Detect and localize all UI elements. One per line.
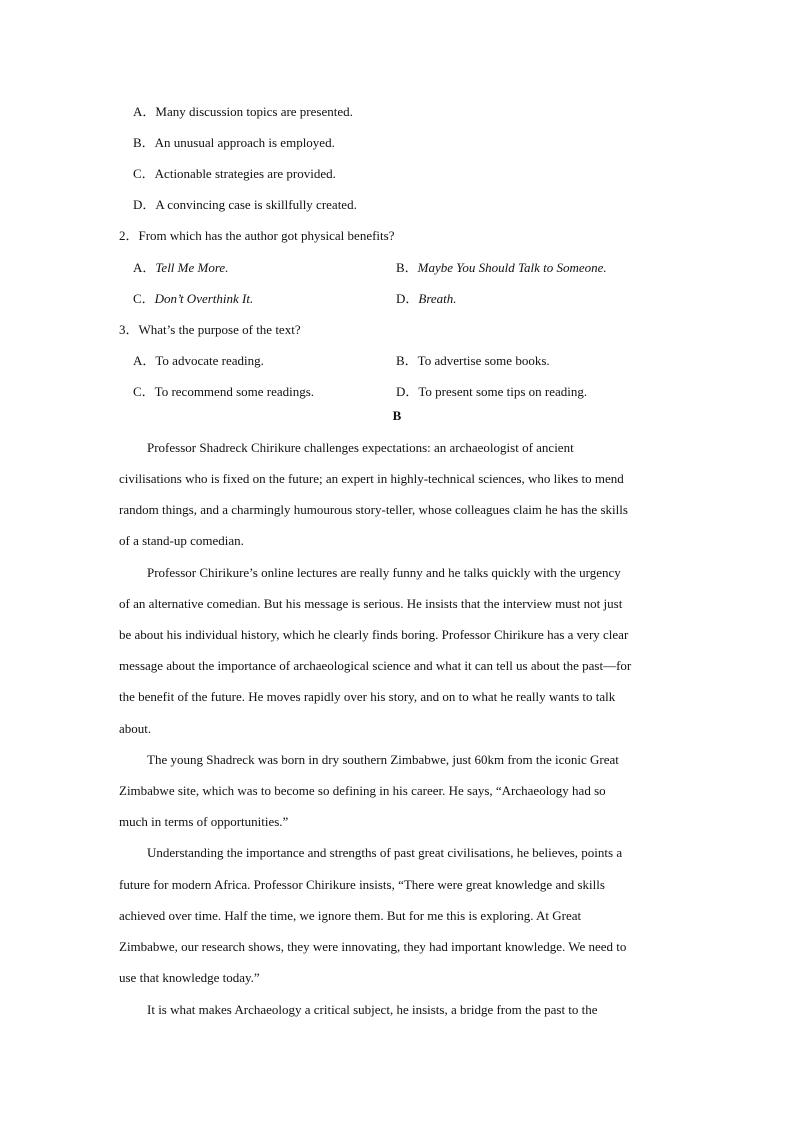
passage-line: about. [119, 721, 152, 736]
q2-option-b-title: Maybe You Should Talk to Someone. [417, 260, 607, 275]
passage-line: of a stand-up comedian. [119, 533, 244, 548]
q3-stem: 3．What’s the purpose of the text? [119, 322, 301, 337]
q3-option-a: A．To advocate reading. [133, 353, 264, 368]
q2-option-a-letter: A． [133, 260, 156, 275]
passage-line: The young Shadreck was born in dry southern Zimbabwe, just 60km from the iconic Great [147, 752, 619, 767]
passage-line: of an alternative comedian. But his message is serious. He insists that the interview must not just [119, 596, 623, 611]
passage-line: It is what makes Archaeology a critical subject, he insists, a bridge from the past to the [147, 1002, 598, 1017]
section-heading: B [392, 408, 402, 423]
passage-line: Understanding the importance and strengths of past great civilisations, he believes, points a [147, 845, 623, 860]
q2-option-b [396, 260, 607, 276]
passage-line: Professor Chirikure’s online lectures are really funny and he talks quickly with the urgency [147, 565, 621, 580]
q1-option-d: D．A convincing case is skillfully created. [133, 197, 357, 212]
q2-option-a-title: Tell Me More. [155, 260, 229, 275]
passage-line: achieved over time. Half the time, we ignore them. But for me this is exploring. At Great [119, 908, 582, 923]
q2-option-c [133, 291, 253, 307]
passage-line: use that knowledge today.” [119, 970, 260, 985]
q2-option-b-letter: B． [396, 260, 418, 275]
passage-line: message about the importance of archaeological science and what it can tell us about the past—for [119, 658, 632, 673]
q1-option-b: B．An unusual approach is employed. [133, 135, 335, 150]
passage-line: much in terms of opportunities.” [119, 814, 289, 829]
q2-option-d [396, 291, 457, 307]
passage-line: Professor Shadreck Chirikure challenges expectations: an archaeologist of ancient [147, 440, 574, 455]
passage-line: the benefit of the future. He moves rapidly over his story, and on to what he really wants to talk [119, 689, 616, 704]
q2-option-c-title: Don’t Overthink It. [154, 291, 254, 306]
q2-option-d-letter: D． [396, 291, 419, 306]
q2-option-d-title: Breath. [418, 291, 457, 306]
q3-option-c: C．To recommend some readings. [133, 384, 315, 399]
passage-line: Zimbabwe, our research shows, they were innovating, they had important knowledge. We need to [119, 939, 627, 954]
q2-option-c-letter: C． [133, 291, 155, 306]
q3-option-d: D．To present some tips on reading. [396, 384, 588, 399]
q1-option-c: C．Actionable strategies are provided. [133, 166, 336, 181]
q2-stem: 2．From which has the author got physical benefits? [119, 228, 395, 243]
q3-option-b: B．To advertise some books. [396, 353, 550, 368]
passage-line: future for modern Africa. Professor Chirikure insists, “There were great knowledge and skills [119, 877, 605, 892]
passage-line: be about his individual history, which he clearly finds boring. Professor Chirikure has a very clear [119, 627, 629, 642]
q2-option-a [133, 260, 228, 276]
passage-line: random things, and a charmingly humourous story-teller, whose colleagues claim he has the skills [119, 502, 628, 517]
passage-line: Zimbabwe site, which was to become so defining in his career. He says, “Archaeology had so [119, 783, 606, 798]
passage-line: civilisations who is fixed on the future; an expert in highly-technical sciences, who likes to mend [119, 471, 624, 486]
q1-option-a: A．Many discussion topics are presented. [133, 104, 353, 119]
